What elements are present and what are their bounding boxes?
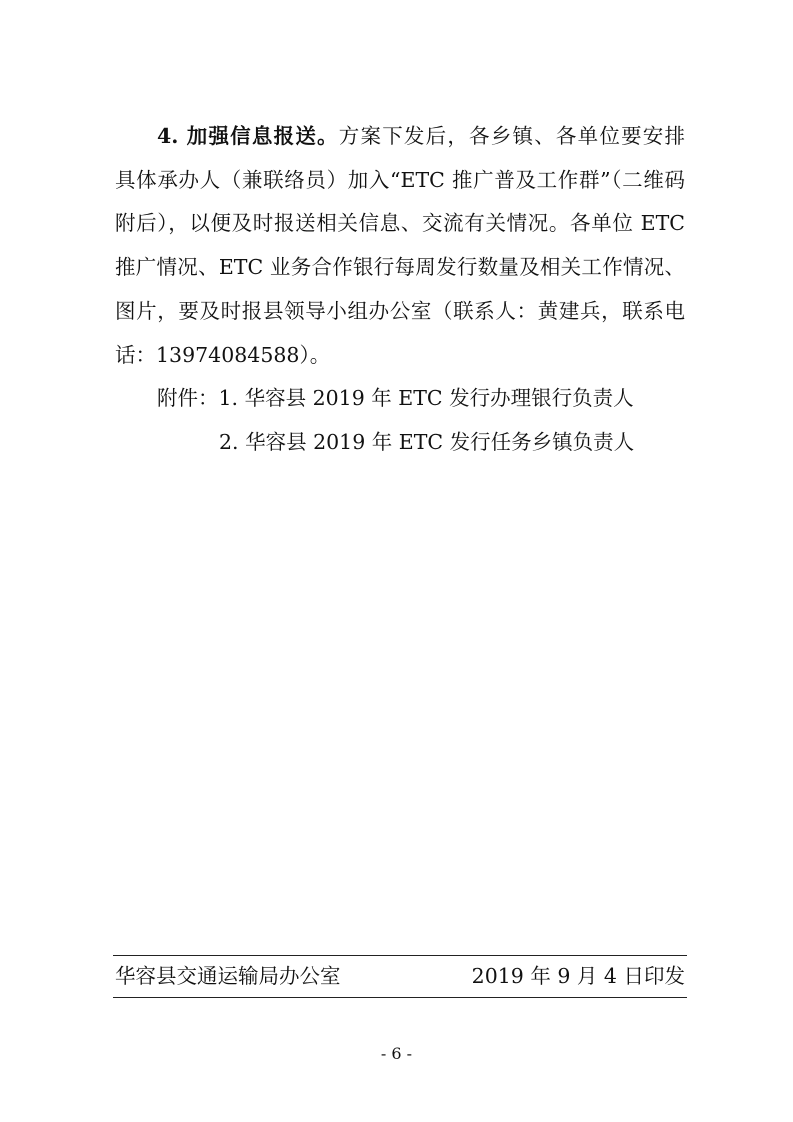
footer-top-rule: [113, 955, 687, 956]
item4-line1-text: 方案下发后，各乡镇、各单位要安排: [338, 124, 685, 148]
issue-date: 2019 年 9 月 4 日印发: [471, 964, 685, 988]
attachment-item: 2. 华容县 2019 年 ETC 发行任务乡镇负责人: [219, 430, 635, 454]
attachment-line-1: [157, 385, 634, 411]
page-number: - 6 -: [380, 1044, 413, 1063]
paragraph-line: 图片，要及时报县领导小组办公室（联系人：黄建兵，联系电: [115, 299, 685, 323]
item4-heading: 4. 加强信息报送。: [157, 124, 339, 148]
paragraph-item4-line1: [157, 123, 685, 149]
paragraph-line: 具体承办人（兼联络员）加入“ETC 推广普及工作群”（二维码: [115, 168, 685, 192]
attachment-label: 附件：: [157, 386, 219, 410]
footer-bottom-rule: [113, 997, 687, 998]
paragraph-last-line: 话：13974084588）。: [115, 343, 331, 367]
attachment-item: 1. 华容县 2019 年 ETC 发行办理银行负责人: [218, 386, 634, 410]
paragraph-line: 附后），以便及时报送相关信息、交流有关情况。各单位 ETC: [115, 211, 685, 235]
paragraph-line: 推广情况、ETC 业务合作银行每周发行数量及相关工作情况、: [115, 255, 685, 279]
issuing-office: 华容县交通运输局办公室: [115, 964, 341, 988]
